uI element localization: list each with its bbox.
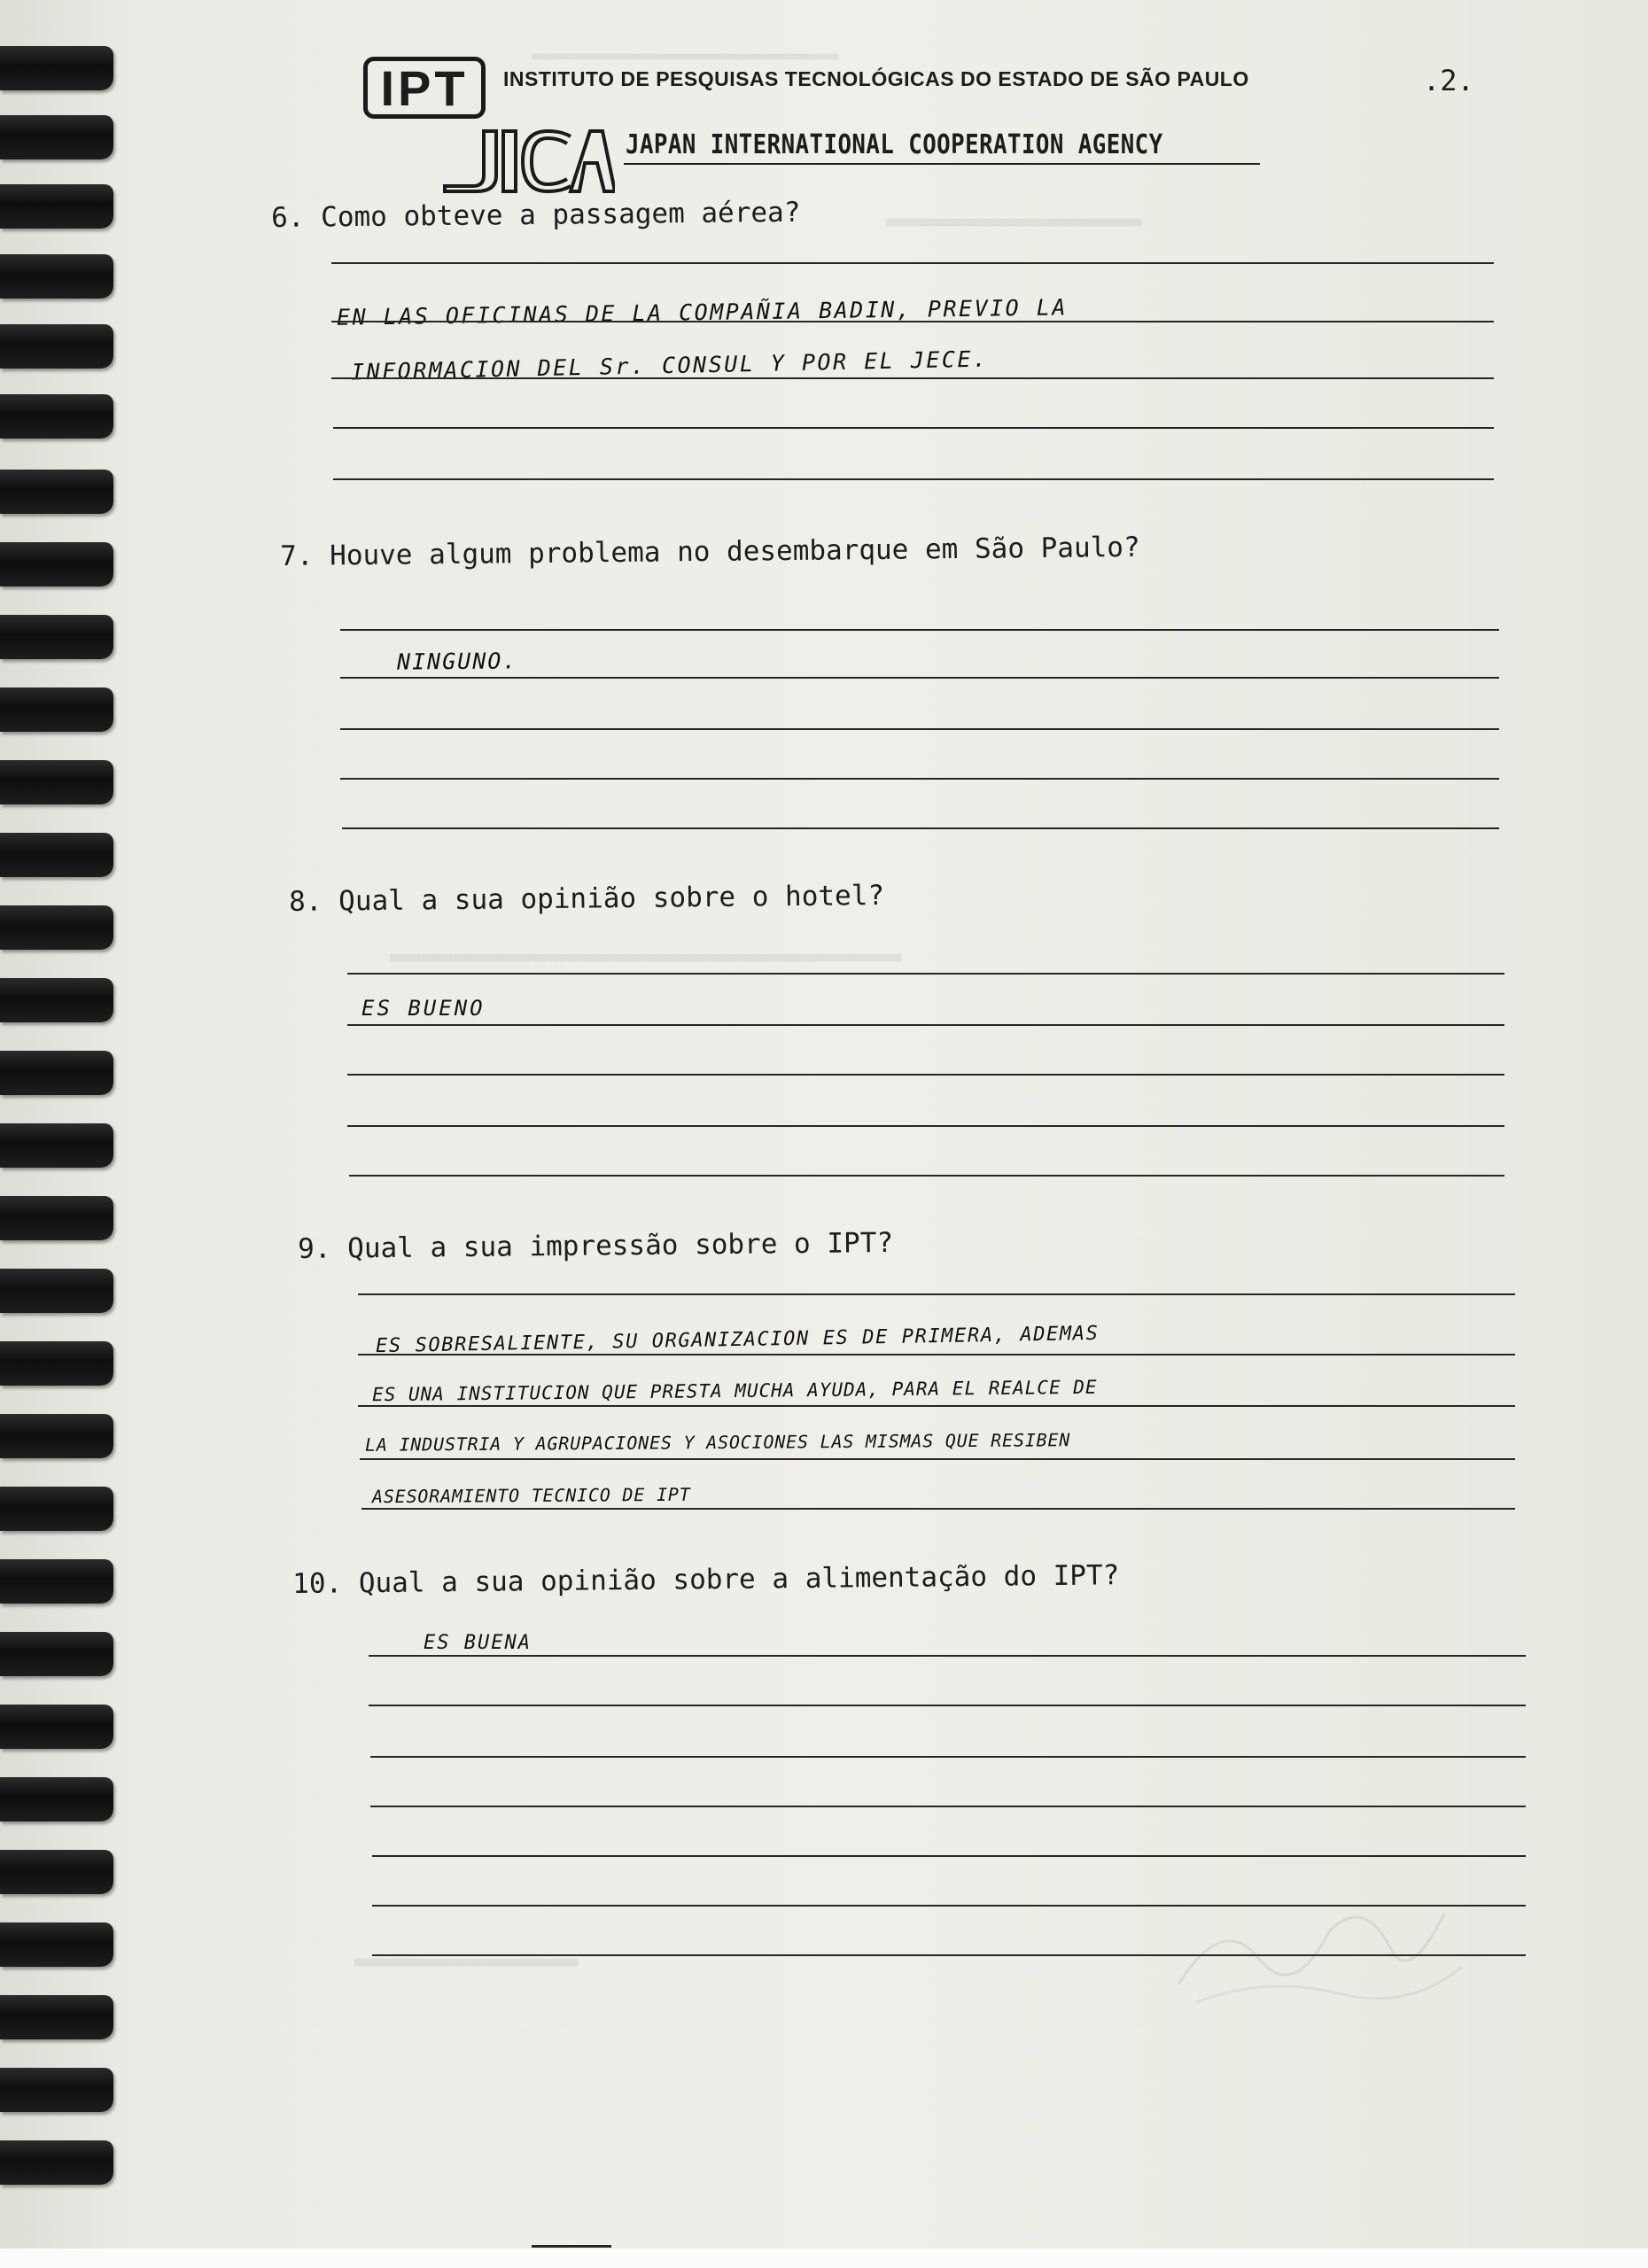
answer-text: ES BUENA [424,1632,532,1654]
answer-line [347,973,1504,975]
bleed-through-shadow: ▬▬▬▬▬▬▬▬▬▬▬▬▬▬▬▬▬▬▬▬▬▬▬▬ [532,43,839,67]
answer-line [331,377,1494,379]
answer-text: ES SOBRESALIENTE, SU ORGANIZACION ES DE PRIMERA, ADEMAS [375,1322,1100,1358]
header-divider [624,163,1260,165]
answer-line [347,1125,1504,1127]
answer-line [370,1806,1526,1807]
answer-line [331,262,1494,264]
signature-bleed-through [1143,1878,1480,2020]
answer-text: NINGUNO. [396,648,518,675]
spiral-binding [0,0,151,2268]
answer-line [360,1458,1515,1460]
answer-line [370,1756,1526,1758]
bleed-through-shadow: ▬▬▬▬▬▬▬▬▬▬▬▬▬▬▬▬▬▬▬▬▬▬▬▬▬▬▬▬▬▬▬▬ [390,941,902,972]
agency-name: JAPAN INTERNATIONAL COOPERATION AGENCY [626,129,1163,160]
answer-text: ES UNA INSTITUCION QUE PRESTA MUCHA AYUDA, PARA EL REALCE DE [371,1376,1098,1406]
question-9: 9. Qual a sua impressão sobre o IPT? [298,1226,894,1265]
answer-line [347,1074,1504,1076]
question-6: 6. Como obteve a passagem aérea? [271,196,801,234]
answer-line [358,1354,1515,1355]
jica-logo [438,124,615,193]
answer-line [340,728,1499,730]
answer-line [347,1024,1504,1026]
question-8: 8. Qual a sua opinião sobre o hotel? [289,879,885,918]
answer-text: LA INDUSTRIA Y AGRUPACIONES Y ASOCIONES LAS MISMAS QUE RESIBEN [364,1429,1071,1456]
answer-text: ASESORAMIENTO TECNICO DE IPT [371,1483,691,1508]
page-bottom-line [532,2245,611,2248]
page-number: .2. [1423,64,1474,97]
answer-line [358,1405,1515,1407]
question-10: 10. Qual a sua opinião sobre a alimentação do IPT? [292,1559,1120,1600]
bleed-through-shadow: ▬▬▬▬▬▬▬▬▬▬▬▬▬▬ [354,1946,579,1977]
answer-line [372,1855,1526,1857]
page-bottom-edge [0,2249,1648,2268]
answer-text: INFORMACION DEL Sr. CONSUL Y POR EL JECE. [350,346,989,385]
answer-line [342,827,1499,829]
answer-line [358,1293,1515,1295]
institute-name: INSTITUTO DE PESQUISAS TECNOLÓGICAS DO ESTADO DE SÃO PAULO [503,67,1249,90]
answer-line [369,1705,1526,1706]
answer-line [331,321,1494,322]
bleed-through-shadow: ▬▬▬▬▬▬▬▬▬▬▬▬▬▬▬▬ [886,206,1142,237]
answer-line [349,1175,1504,1177]
answer-line [361,1508,1515,1510]
answer-line [369,1655,1526,1657]
answer-line [333,478,1494,480]
answer-line [340,629,1499,631]
question-7: 7. Houve algum problema no desembarque em São Paulo? [280,531,1140,572]
answer-line [333,427,1494,429]
answer-text: ES BUENO [361,996,486,1021]
ipt-logo: IPT [363,57,486,119]
answer-text: EN LAS OFICINAS DE LA COMPAÑIA BADIN, PREVIO LA [336,294,1069,330]
answer-line [340,677,1499,679]
answer-line [340,778,1499,780]
